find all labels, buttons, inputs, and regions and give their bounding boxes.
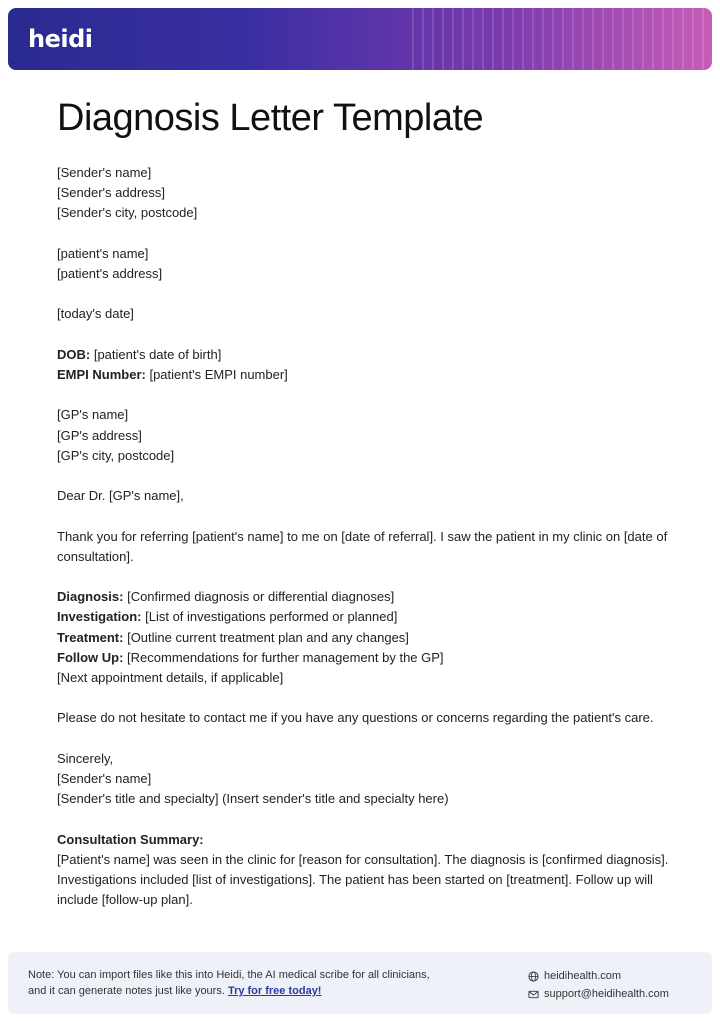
heidi-logo[interactable]: heidi — [28, 25, 93, 53]
dob-value: [patient's date of birth] — [90, 346, 222, 362]
gp-address: [GP's address] — [57, 427, 142, 443]
investigation-label: Investigation: — [57, 609, 142, 625]
treatment-row — [57, 628, 677, 648]
contact-list — [528, 967, 669, 1003]
summary-heading: Consultation Summary: — [57, 831, 204, 847]
gp-name: [GP's name] — [57, 407, 129, 423]
follow-up-value: [Recommendations for further management by the GP] — [123, 649, 444, 665]
diagnosis-value: [Confirmed diagnosis or differential diagnoses] — [123, 589, 395, 605]
mail-icon — [528, 989, 539, 1000]
closing: Sincerely, — [57, 750, 114, 766]
header-banner — [8, 8, 712, 70]
summary-paragraph: [Patient's name] was seen in the clinic for [reason for consultation]. The diagnosis is [confirmed diagnosis]. Investigations included [list of investigations]. The patient has been started on [treatment]. Follow up will include [follow-up plan]. — [57, 851, 669, 908]
empi-label: EMPI Number: — [57, 366, 146, 382]
footer-note-text: Note: You can import files like this into Heidi, the AI medical scribe for all clinicians, and it can generate notes just like yours. — [28, 969, 430, 997]
footer-banner — [8, 952, 712, 1014]
email-link[interactable]: support@heidihealth.com — [544, 988, 669, 1000]
try-free-link[interactable]: Try for free today! — [227, 985, 322, 997]
next-appointment: [Next appointment details, if applicable] — [57, 669, 284, 685]
investigation-value: [List of investigations performed or planned] — [141, 609, 398, 625]
diagnosis-row — [57, 587, 677, 607]
dob-row — [57, 345, 677, 365]
page-title: Diagnosis Letter Template — [57, 97, 484, 139]
intro-paragraph: Thank you for referring [patient's name] to me on [date of referral]. I saw the patient in my clinic on [date of consultation]. — [57, 528, 668, 564]
footer-note — [28, 967, 448, 999]
empi-row — [57, 365, 677, 385]
diagnosis-label: Diagnosis: — [57, 589, 124, 605]
sender-address: [Sender's address] — [57, 185, 165, 201]
follow-up-label: Follow Up: — [57, 649, 124, 665]
website-contact[interactable] — [528, 967, 669, 985]
follow-up-row — [57, 648, 677, 668]
gp-city-postcode: [GP's city, postcode] — [57, 447, 175, 463]
empi-value: [patient's EMPI number] — [145, 366, 288, 382]
sender-city-postcode: [Sender's city, postcode] — [57, 205, 198, 221]
letter-date: [today's date] — [57, 306, 134, 322]
letter-body — [57, 163, 677, 910]
patient-address: [patient's address] — [57, 266, 163, 281]
contact-paragraph: Please do not hesitate to contact me if you have any questions or concerns regarding the patient's care. — [57, 710, 654, 726]
signature-title: [Sender's title and specialty] (Insert sender's title and specialty here) — [57, 791, 449, 807]
email-contact[interactable] — [528, 985, 669, 1003]
patient-name: [patient's name] — [57, 245, 149, 261]
website-link[interactable]: heidihealth.com — [544, 970, 622, 982]
investigation-row — [57, 607, 677, 627]
header-decoration — [412, 8, 712, 70]
sender-name: [Sender's name] — [57, 165, 152, 180]
globe-icon — [528, 971, 539, 982]
salutation: Dear Dr. [GP's name], — [57, 488, 184, 504]
signature-name: [Sender's name] — [57, 770, 152, 786]
treatment-label: Treatment: — [57, 629, 124, 645]
dob-label: DOB: — [57, 346, 91, 362]
treatment-value: [Outline current treatment plan and any changes] — [123, 629, 409, 645]
